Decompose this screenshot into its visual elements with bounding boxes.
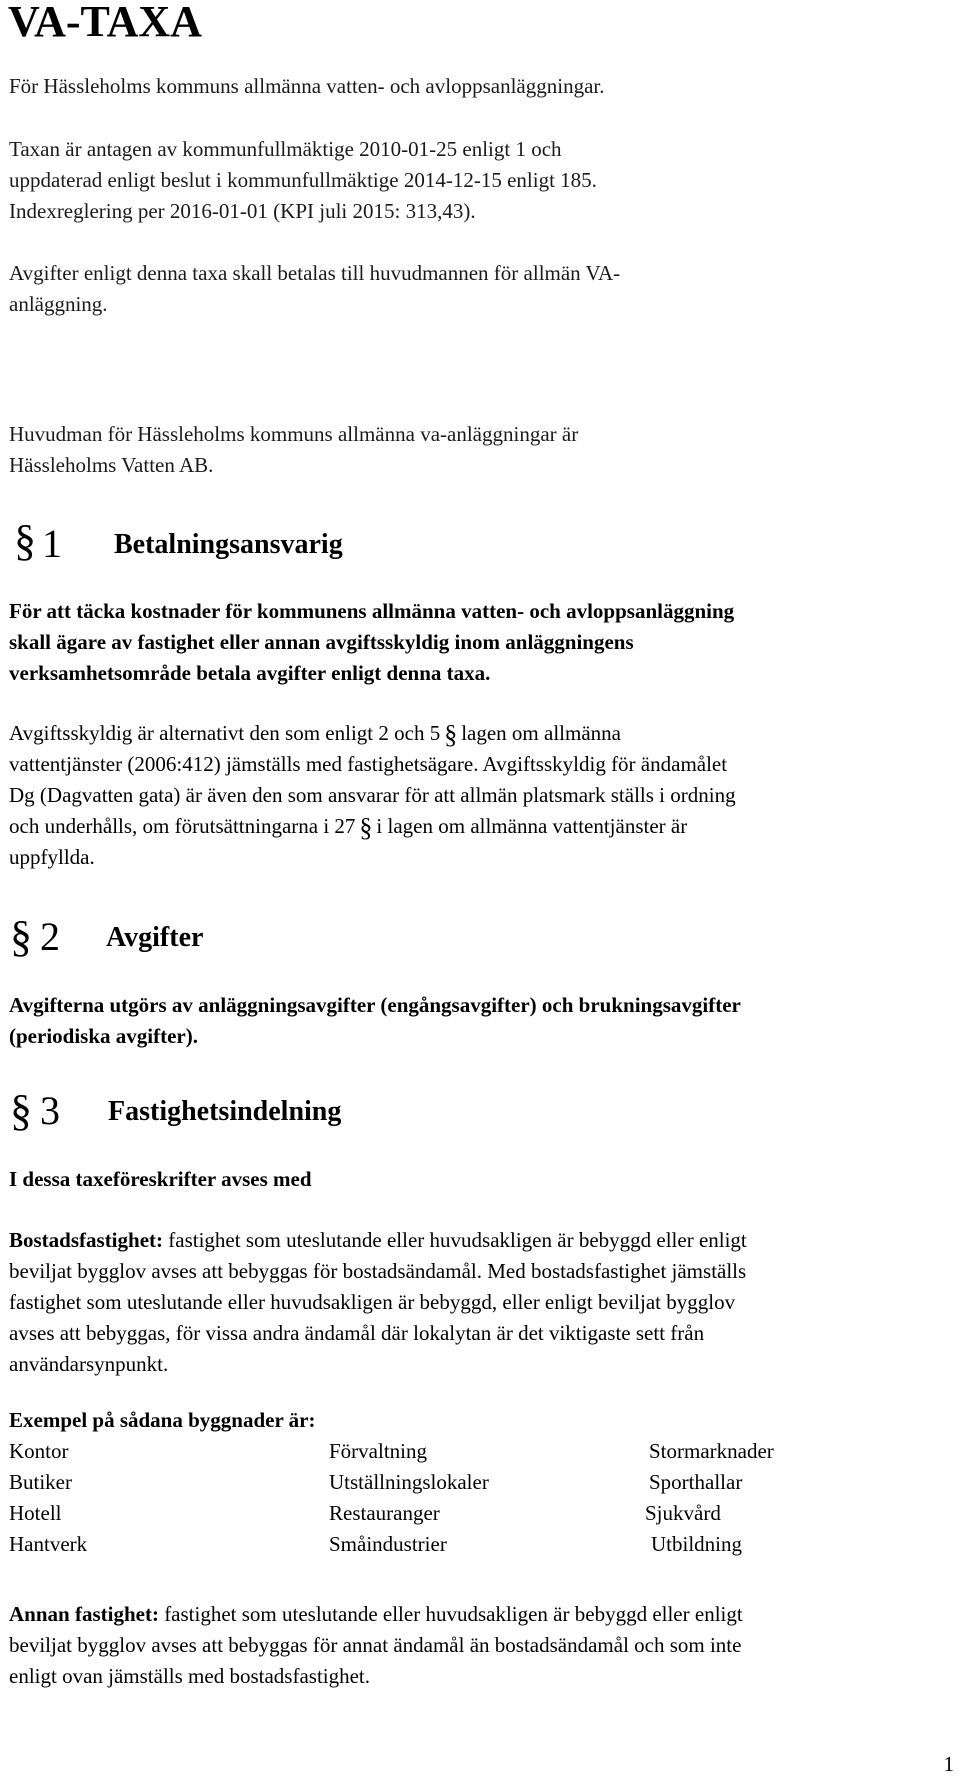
section-title: Betalningsansvarig [114,529,343,560]
definition-line [9,1225,747,1256]
example-item: Restauranger [329,1501,440,1525]
intro-line: För Hässleholms kommuns allmänna vatten- och avloppsanläggningar. [9,74,605,98]
section-symbol: § [10,912,32,961]
text-span: och underhålls, om förutsättningarna i 27 [9,814,356,838]
section-1-bold-line: verksamhetsområde betala avgifter enligt denna taxa. [9,661,491,685]
example-item: Småindustrier [329,1532,447,1556]
text-span: Avgiftsskyldig är alternativt den som enligt 2 och 5 [9,721,441,745]
section-2-bold-line: Avgifterna utgörs av anläggningsavgifter (engångsavgifter) och brukningsavgifter [9,993,741,1017]
example-item: Butiker [9,1470,72,1494]
section-1-paragraph-line [9,718,621,750]
definition-line: användarsynpunkt. [9,1352,169,1376]
text-span: i lagen om allmänna vattentjänster är [376,814,688,838]
examples-grid [9,1436,789,1560]
examples-heading: Exempel på sådana byggnader är: [9,1408,316,1432]
definition-line: avses att bebyggas, för vissa andra ändamål där lokalytan är det viktigaste sett från [9,1321,705,1345]
example-item: Hantverk [9,1532,88,1556]
intro-line: anläggning. [9,292,108,316]
section-3-subheading: I dessa taxeföreskrifter avses med [9,1167,312,1191]
examples-row [9,1498,789,1529]
section-title: Fastighetsindelning [108,1096,342,1127]
section-number: 1 [42,521,62,566]
example-item: Sporthallar [649,1470,743,1494]
example-item: Stormarknader [649,1439,774,1463]
section-1-paragraph-line: Dg (Dagvatten gata) är även den som ansvarar för att allmän platsmark ställs i ordning [9,783,736,807]
section-number: 2 [40,914,60,959]
document-title: VA-TAXA [8,0,202,46]
examples-row [9,1467,789,1498]
definition-term: Bostadsfastighet: [9,1228,164,1252]
section-symbol: § [14,516,36,565]
intro-line: Taxan är antagen av kommunfullmäktige 2010-01-25 enligt 1 och [9,137,562,161]
section-2-bold-line: (periodiska avgifter). [9,1024,198,1048]
intro-line: Hässleholms Vatten AB. [9,453,214,477]
section-1-bold-line: skall ägare av fastighet eller annan avgiftsskyldig inom anläggningens [9,630,634,654]
section-1-bold-line: För att täcka kostnader för kommunens allmänna vatten- och avloppsanläggning [9,599,735,623]
examples-row [9,1529,789,1560]
intro-line: uppdaterad enligt beslut i kommunfullmäktige 2014-12-15 enligt 185. [9,168,597,192]
example-item: Utbildning [651,1532,743,1556]
examples-row [9,1436,789,1467]
intro-line: Avgifter enligt denna taxa skall betalas till huvudmannen för allmän VA- [9,261,621,285]
example-item: Hotell [9,1501,62,1525]
section-symbol: § [444,720,458,749]
example-item: Utställningslokaler [329,1470,489,1494]
example-item: Kontor [9,1439,69,1463]
definition-line [9,1599,743,1630]
text-span: fastighet som uteslutande eller huvudsakligen är bebyggd eller enligt [164,1602,743,1626]
intro-line: Indexreglering per 2016-01-01 (KPI juli 2015: 313,43). [9,199,476,223]
section-title: Avgifter [106,922,204,953]
definition-line: beviljat bygglov avses att bebyggas för annat ändamål än bostadsändamål och som inte [9,1633,742,1657]
section-symbol: § [359,813,373,842]
page-number: 1 [943,1752,954,1776]
example-item: Sjukvård [645,1501,721,1525]
section-1-paragraph-line [9,811,687,843]
section-1-paragraph-line: uppfyllda. [9,845,95,869]
definition-line: beviljat bygglov avses att bebyggas för bostadsändamål. Med bostadsfastighet jämställs [9,1259,747,1283]
section-1-paragraph-line: vattentjänster (2006:412) jämställs med fastighetsägare. Avgiftsskyldig för ändamålet [9,752,728,776]
example-item: Förvaltning [329,1439,427,1463]
definition-term: Annan fastighet: [9,1602,159,1626]
definition-line: fastighet som uteslutande eller huvudsakligen är bebyggd, eller enligt beviljat bygglov [9,1290,736,1314]
section-symbol: § [10,1086,32,1135]
definition-line: enligt ovan jämställs med bostadsfastighet. [9,1664,371,1688]
text-span: fastighet som uteslutande eller huvudsakligen är bebyggd eller enligt [168,1228,747,1252]
intro-line: Huvudman för Hässleholms kommuns allmänna va-anläggningar är [9,422,579,446]
section-number: 3 [40,1088,60,1133]
text-span: lagen om allmänna [461,721,621,745]
